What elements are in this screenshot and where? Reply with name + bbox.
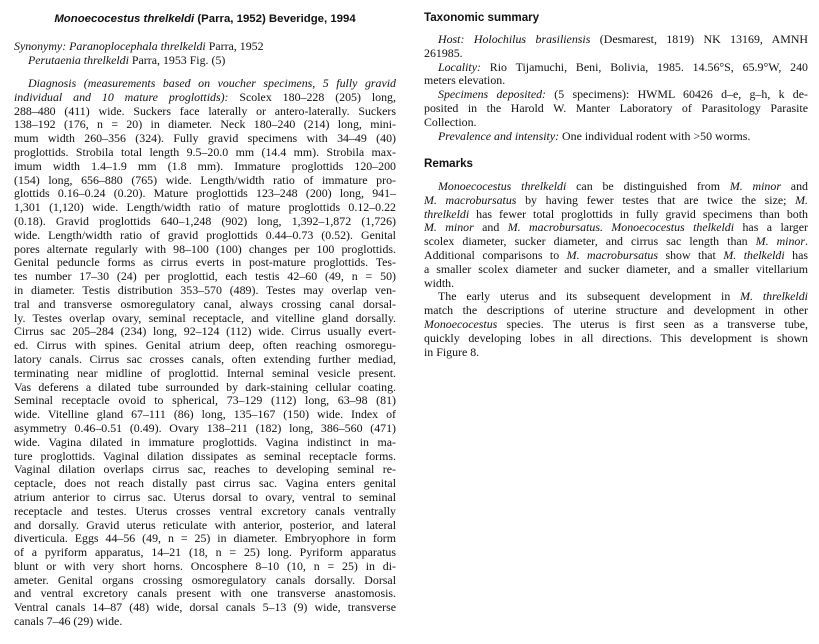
text-run: Rio Tijamuchi, Beni, Bolivia, 1985. 14.56°S, 65.9°W, 240 xyxy=(480,59,808,74)
text-line xyxy=(14,91,396,105)
text-line xyxy=(14,519,396,533)
text-run: (154) long, 656–880 (765) wide. Length/width ratio of immature pro- xyxy=(14,172,396,187)
italic-text: Perutaenia threlkeldi xyxy=(28,53,129,67)
italic-text: M. threlkeldi xyxy=(740,289,808,304)
text-line xyxy=(424,116,808,130)
text-line xyxy=(424,304,808,318)
text-run: Additional comparisons to xyxy=(424,247,567,262)
text-run: Collection. xyxy=(424,114,477,129)
text-line xyxy=(14,394,396,408)
synonym-line xyxy=(14,39,264,53)
italic-text: M. macrobursatus xyxy=(566,247,658,262)
text-run: imum width 1.4–1.9 mm (1.8 mm). Immature proglottids 120–200 xyxy=(14,158,396,173)
text-line xyxy=(424,61,808,75)
text-run: ameter. Genital organs crossing osmoregulatory canals dorsally. Dorsal xyxy=(14,572,396,587)
text-run: 138–192 (176, n = 20) in diameter. Neck 180–240 (214) long, mini- xyxy=(14,117,396,132)
text-line xyxy=(14,477,396,491)
synonym-line xyxy=(14,53,264,67)
italic-text: individual and 10 mature proglottids): xyxy=(14,89,229,104)
text-line xyxy=(424,88,808,102)
text-line xyxy=(424,208,808,222)
text-run: tes number 17–30 (24) per proglottid, each testis 42–60 (49, n = 50) xyxy=(14,269,396,284)
text-run: (Desmarest, 1819) NK 13169, AMNH xyxy=(590,32,808,46)
text-line xyxy=(14,174,396,188)
text-run: Vaginal dilation overlaps cirrus sac, reaches to developing seminal re- xyxy=(14,462,396,477)
text-line xyxy=(424,318,808,332)
text-line xyxy=(14,325,396,339)
text-run: proglottids. Strobila total length 9.5–20.0 mm (14.4 mm). Strobila max- xyxy=(14,144,396,159)
text-line xyxy=(424,235,808,249)
species-authority: (Parra, 1952) Beveridge, 1994 xyxy=(194,13,356,25)
text-line xyxy=(424,332,808,346)
text-run: has fewer total proglottids in fully gravid specimens than both xyxy=(469,206,808,221)
text-run: match the descriptions of uterine structure and development in other xyxy=(424,303,808,318)
text-run: receptacle and testes. Uterus crosses ventral excretory canals ventrally xyxy=(14,503,396,518)
text-run: pores alternate regularly with 98–100 (100) changes per 100 proglottids. xyxy=(14,241,396,256)
text-run: 288–480 (411) wide. Suckers face laterally or antero-laterally. Suckers xyxy=(14,103,396,118)
text-run: mum width 260–356 (324). Fully gravid specimens with 34–49 (40) xyxy=(14,131,396,146)
italic-text: M. macrobursatus. Monoecocestus thelkeldi xyxy=(507,220,735,235)
italic-text: Specimens deposited: xyxy=(438,87,547,102)
italic-text: M. minor xyxy=(729,179,781,193)
text-run: glottids 0.16–0.24 (0.20). Mature proglottids 123–248 (200) long, 941– xyxy=(14,186,396,201)
text-line xyxy=(14,160,396,174)
diagnosis-paragraph xyxy=(14,77,396,629)
text-line xyxy=(14,312,396,326)
text-run: ture proglottids. Vaginal dilation dissipates as seminal receptacle forms. xyxy=(14,448,396,463)
summary-paragraph xyxy=(424,33,808,61)
text-run: Parra, 1952 xyxy=(205,39,264,53)
text-line xyxy=(14,408,396,422)
text-line xyxy=(424,102,808,116)
text-run: ceptacle, does not reach distally past cirrus sac. Vagina enters genital xyxy=(14,476,396,491)
italic-text: Host: Holochilus brasiliensis xyxy=(438,32,591,46)
text-run: Seminal receptacle ovoid to spherical, 73–129 (112) long, 63–98 (81) xyxy=(14,393,396,408)
text-line xyxy=(14,367,396,381)
text-run: terminating near midline of proglottid. Internal seminal vesicle present. xyxy=(14,365,396,380)
remarks-section xyxy=(424,180,808,359)
text-run: wide. Vitelline gland 67–111 (86) long, 135–167 (150) wide. Index of xyxy=(14,407,396,422)
text-run: canals 7–46 (29) wide. xyxy=(14,614,123,629)
text-line xyxy=(14,298,396,312)
text-run: can be distinguished from xyxy=(566,179,730,193)
text-line xyxy=(14,105,396,119)
text-run: ed. Cirrus with spines. Genital atrium deep, often reaching osmoregu- xyxy=(14,338,396,353)
text-run: Cirrus sac 205–284 (234) long, 92–124 (112) wide. Cirrus usually evert- xyxy=(14,324,396,339)
text-line xyxy=(14,491,396,505)
text-run: show that xyxy=(657,247,724,262)
text-run: wide. Length/width ratio of gravid proglottids 0.44–0.73 (0.52). Genital xyxy=(14,227,396,242)
text-line xyxy=(424,290,808,304)
text-line xyxy=(14,77,396,91)
text-line xyxy=(14,587,396,601)
text-line xyxy=(14,229,396,243)
text-run: ly. Testes overlap ovary, seminal receptacle, and vitelline gland dorsally. xyxy=(14,310,396,325)
summary-paragraph xyxy=(424,130,808,144)
text-line xyxy=(424,33,808,47)
text-run: The early uterus and its subsequent development in xyxy=(438,289,741,304)
italic-text: Synonymy: Paranoplocephala threlkeldi xyxy=(14,39,206,53)
text-line xyxy=(424,130,808,144)
text-run: and ventral excretory canals present with one transverse anastomosis. xyxy=(14,586,396,601)
text-line xyxy=(424,263,808,277)
text-run: by having fewer testes that are twice the size; xyxy=(516,192,796,207)
remarks-paragraph xyxy=(424,180,808,290)
italic-text: Monoecocestus threlkeldi xyxy=(438,179,567,193)
text-run: latory canals. Cirrus sac crosses canals, often extending further mediad, xyxy=(14,351,396,366)
text-run: (5 specimens): HWML 60426 d–e, g–h, k de- xyxy=(546,87,808,102)
text-line xyxy=(14,532,396,546)
text-line xyxy=(14,339,396,353)
italic-text: Prevalence and intensity: xyxy=(438,128,560,143)
text-run: has xyxy=(784,247,808,262)
italic-text: Locality: xyxy=(438,59,481,74)
taxonomic-summary-heading: Taxonomic summary xyxy=(424,11,540,24)
text-run: tral and transverse osmoregulatory canal, always crossing canal dorsal- xyxy=(14,296,396,311)
text-line xyxy=(14,256,396,270)
text-run: Ventral canals 14–87 (48) wide, dorsal canals 5–13 (9) wide, transverse xyxy=(14,600,396,615)
text-run: . xyxy=(805,234,808,249)
text-run: and xyxy=(780,179,808,193)
text-run: of a pyriform apparatus, 14–21 (18, n = 25) long. Pyriform apparatus xyxy=(14,545,396,560)
text-run: has a larger xyxy=(734,220,808,235)
text-line xyxy=(424,277,808,291)
text-line xyxy=(14,146,396,160)
text-line xyxy=(424,249,808,263)
italic-text: M. minor xyxy=(424,220,474,235)
species-heading xyxy=(14,13,396,25)
italic-text: threlkeldi xyxy=(424,206,470,221)
text-run: Genital peduncle forms as cirrus everts in post-mature proglottids. Tes- xyxy=(14,255,396,270)
text-line xyxy=(424,74,808,88)
text-line xyxy=(14,450,396,464)
text-line xyxy=(14,463,396,477)
remarks-heading: Remarks xyxy=(424,157,473,170)
text-run: wide. Vagina dilated in immature proglottids. Vagina indistinct in ma- xyxy=(14,434,396,449)
text-run: in diameter. Testis distribution 353–570 (489). Testes may overlap ven- xyxy=(14,282,396,297)
text-run: Parra, 1953 Fig. (5) xyxy=(128,53,226,67)
text-run: width. xyxy=(424,275,455,290)
italic-text: M. xyxy=(795,192,808,207)
species-name: Monoecocestus threlkeldi xyxy=(54,13,195,25)
text-run: scolex diameter, sucker diameter, and cirrus sac length than xyxy=(424,234,756,249)
taxonomic-summary xyxy=(424,33,808,143)
text-run: diverticula. Eggs 44–56 (49, n = 25) in diameter. Embryophore in form xyxy=(14,531,396,546)
text-line xyxy=(14,560,396,574)
text-line xyxy=(14,243,396,257)
text-line xyxy=(14,546,396,560)
text-line xyxy=(424,47,808,61)
italic-text: Diagnosis (measurements based on voucher specimens, 5 fully gravid xyxy=(28,76,396,90)
text-line xyxy=(14,615,396,629)
text-line xyxy=(14,201,396,215)
text-run: asymmetry 0.46–0.51 (0.49). Ovary 138–211 (182) long, 386–560 (471) xyxy=(14,420,396,435)
text-run: quickly developing lobes in all directions. This development is shown xyxy=(424,330,808,345)
text-run: (0.18). Gravid proglottids 640–1,248 (902) long, 1,392–1,872 (1,726) xyxy=(14,213,396,228)
text-run: Scolex 180–228 (205) long, xyxy=(228,89,396,104)
text-line xyxy=(424,221,808,235)
text-line xyxy=(14,601,396,615)
text-line xyxy=(14,270,396,284)
text-run: a smaller scolex diameter and sucker diameter, and a smaller vitellarium xyxy=(424,261,808,276)
text-line xyxy=(424,194,808,208)
text-line xyxy=(424,346,808,360)
italic-text: Monoecocestus xyxy=(424,316,498,331)
text-line xyxy=(14,118,396,132)
remarks-paragraph xyxy=(424,290,808,359)
text-run: blunt or with very short horns. Oncosphere 8–10 (10, n = 25) in di- xyxy=(14,558,396,573)
text-line xyxy=(14,436,396,450)
text-run: Vas deferens a dilated tube surrounded by dark-staining cellular coating. xyxy=(14,379,396,394)
text-line xyxy=(14,187,396,201)
text-run: and dorsally. Gravid uterus reticulate with anterior, posterior, and lateral xyxy=(14,517,396,532)
italic-text: M. minor xyxy=(755,234,806,249)
synonymy xyxy=(14,39,264,67)
text-run: in Figure 8. xyxy=(424,344,480,359)
text-line xyxy=(14,215,396,229)
text-run: One individual rodent with >50 worms. xyxy=(559,128,751,143)
summary-paragraph xyxy=(424,61,808,89)
text-line xyxy=(14,505,396,519)
text-line xyxy=(14,381,396,395)
text-line xyxy=(424,180,808,194)
text-run: 261985. xyxy=(424,45,463,60)
text-run: meters elevation. xyxy=(424,73,506,88)
summary-paragraph xyxy=(424,88,808,129)
text-line xyxy=(14,422,396,436)
text-line xyxy=(14,284,396,298)
text-run: species. The uterus is first seen as a transverse tube, xyxy=(497,316,808,331)
text-run: 1,301 (1,120) wide. Length/width ratio of mature proglottids 0.12–0.22 xyxy=(14,200,396,215)
text-line xyxy=(14,574,396,588)
text-run: and xyxy=(473,220,508,235)
diagnosis-text xyxy=(14,77,396,629)
italic-text: M. thelkeldi xyxy=(723,247,785,262)
text-run: posited in the Harold W. Manter Laboratory of Parasitology Parasite xyxy=(424,100,808,115)
text-run: atrium anterior to cirrus sac. Uterus dorsal to ovary, ventral to seminal xyxy=(14,489,396,504)
text-line xyxy=(14,353,396,367)
italic-text: M. macrobursatus xyxy=(424,192,517,207)
text-line xyxy=(14,132,396,146)
